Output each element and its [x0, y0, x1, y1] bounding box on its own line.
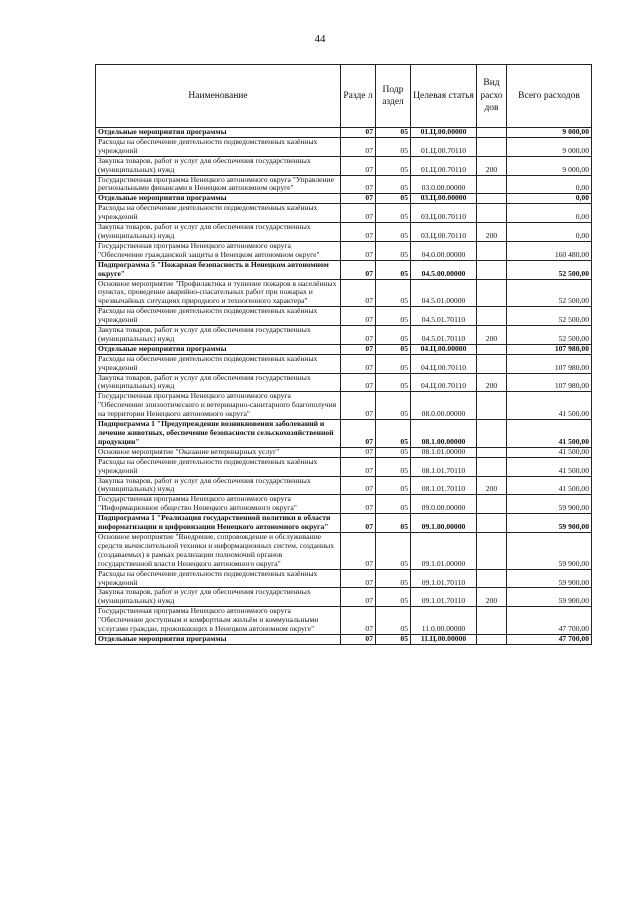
table-row	[96, 354, 592, 373]
row-celevaya-statya: 11.Ц.00.00000	[411, 634, 477, 644]
row-name: Основное мероприятие "Профилактика и тушение пожаров в населённых пунктах, проведение аварийно-спасательных работ при пожарах и чрезвычайных ситуациях природного и техногенного характера"	[96, 279, 341, 307]
row-celevaya-statya: 08.1.01.70110	[411, 476, 477, 495]
row-amount: 59 900,00	[507, 495, 592, 514]
row-name: Отдельные мероприятия программы	[96, 344, 341, 354]
table-row	[96, 307, 592, 326]
table-row	[96, 532, 592, 569]
row-vid-rashodov: 200	[477, 588, 507, 607]
row-celevaya-statya: 09.1.01.70110	[411, 588, 477, 607]
row-name: Расходы на обеспечение деятельности подведомственных казённых учреждений	[96, 307, 341, 326]
row-amount: 0,00	[507, 175, 592, 194]
row-podrazdel: 05	[376, 137, 411, 156]
row-name: Основное мероприятие "Внедрение, сопровождение и обслуживание средств вычислительной техники и информационных систем, созданных (создаваемых) в рамках реализации полномочий органов государственной власти Ненецкого автономного округа"	[96, 532, 341, 569]
row-amount: 47 700,00	[507, 607, 592, 635]
row-podrazdel: 05	[376, 194, 411, 204]
table-header-row	[96, 65, 592, 128]
row-vid-rashodov	[477, 241, 507, 260]
row-podrazdel: 05	[376, 223, 411, 242]
budget-table	[95, 64, 592, 645]
row-amount: 52 500,00	[507, 279, 592, 307]
row-celevaya-statya: 08.0.00.00000	[411, 392, 477, 420]
table-row	[96, 476, 592, 495]
row-razdel: 07	[341, 569, 376, 588]
row-razdel: 07	[341, 447, 376, 457]
table-row	[96, 223, 592, 242]
row-vid-rashodov	[477, 607, 507, 635]
row-amount: 52 500,00	[507, 326, 592, 345]
row-vid-rashodov	[477, 634, 507, 644]
table-row	[96, 194, 592, 204]
row-vid-rashodov	[477, 495, 507, 514]
row-name: Подпрограмма 1 "Предупреждение возникновения заболеваний и лечение животных, обеспечение безопасности сельскохозяйственной продукции"	[96, 420, 341, 448]
row-celevaya-statya: 01.Ц.00.70110	[411, 137, 477, 156]
row-vid-rashodov: 200	[477, 326, 507, 345]
row-celevaya-statya: 11.0.00.00000	[411, 607, 477, 635]
row-vid-rashodov: 200	[477, 223, 507, 242]
row-podrazdel: 05	[376, 447, 411, 457]
row-vid-rashodov	[477, 175, 507, 194]
page-number: 44	[314, 33, 326, 45]
row-amount: 0,00	[507, 194, 592, 204]
row-razdel: 07	[341, 588, 376, 607]
table-row	[96, 137, 592, 156]
row-name: Государственная программа Ненецкого автономного округа "Обеспечение гражданской защиты в Ненецком автономном округе"	[96, 241, 341, 260]
table-row	[96, 607, 592, 635]
row-celevaya-statya: 04.5.00.00000	[411, 260, 477, 279]
row-celevaya-statya: 03.Ц.00.70110	[411, 223, 477, 242]
row-podrazdel: 05	[376, 607, 411, 635]
row-podrazdel: 05	[376, 354, 411, 373]
row-podrazdel: 05	[376, 128, 411, 138]
row-amount: 41 500,00	[507, 420, 592, 448]
row-razdel: 07	[341, 279, 376, 307]
row-razdel: 07	[341, 260, 376, 279]
row-amount: 107 980,00	[507, 354, 592, 373]
row-amount: 41 500,00	[507, 457, 592, 476]
row-vid-rashodov	[477, 457, 507, 476]
row-podrazdel: 05	[376, 175, 411, 194]
row-name: Государственная программа Ненецкого автономного округа "Управление региональными финансами в Ненецком автономном округе"	[96, 175, 341, 194]
table-row	[96, 156, 592, 175]
row-celevaya-statya: 04.Ц.00.70110	[411, 354, 477, 373]
row-vid-rashodov	[477, 532, 507, 569]
table-body	[96, 128, 592, 645]
table-row	[96, 204, 592, 223]
row-name: Расходы на обеспечение деятельности подведомственных казённых учреждений	[96, 569, 341, 588]
row-podrazdel: 05	[376, 373, 411, 392]
row-razdel: 07	[341, 634, 376, 644]
row-vid-rashodov	[477, 392, 507, 420]
table-row	[96, 569, 592, 588]
row-razdel: 07	[341, 420, 376, 448]
row-podrazdel: 05	[376, 279, 411, 307]
header-vid-rashodov: Вид расхо дов	[477, 65, 507, 128]
row-amount: 59 900,00	[507, 532, 592, 569]
row-name: Закупка товаров, работ и услуг для обеспечения государственных (муниципальных) нужд	[96, 373, 341, 392]
row-podrazdel: 05	[376, 326, 411, 345]
row-name: Подпрограмма 1 "Реализация государственной политики в области информатизации и цифровизации Ненецкого автономного округа"	[96, 514, 341, 533]
row-podrazdel: 05	[376, 588, 411, 607]
row-amount: 160 480,00	[507, 241, 592, 260]
row-razdel: 07	[341, 495, 376, 514]
row-podrazdel: 05	[376, 204, 411, 223]
row-vid-rashodov	[477, 447, 507, 457]
row-amount: 9 000,00	[507, 156, 592, 175]
row-podrazdel: 05	[376, 307, 411, 326]
row-vid-rashodov	[477, 420, 507, 448]
row-amount: 9 000,00	[507, 128, 592, 138]
row-podrazdel: 05	[376, 156, 411, 175]
row-razdel: 07	[341, 128, 376, 138]
row-vid-rashodov	[477, 344, 507, 354]
row-celevaya-statya: 08.1.01.70110	[411, 457, 477, 476]
row-podrazdel: 05	[376, 532, 411, 569]
table-row	[96, 373, 592, 392]
row-celevaya-statya: 01.Ц.00.00000	[411, 128, 477, 138]
row-vid-rashodov	[477, 279, 507, 307]
table-row	[96, 241, 592, 260]
row-podrazdel: 05	[376, 344, 411, 354]
row-razdel: 07	[341, 532, 376, 569]
row-celevaya-statya: 01.Ц.00.70110	[411, 156, 477, 175]
row-amount: 41 500,00	[507, 447, 592, 457]
row-razdel: 07	[341, 457, 376, 476]
table-row	[96, 392, 592, 420]
table-row	[96, 420, 592, 448]
header-razdel: Разде л	[341, 65, 376, 128]
row-vid-rashodov	[477, 260, 507, 279]
row-name: Расходы на обеспечение деятельности подведомственных казённых учреждений	[96, 204, 341, 223]
row-amount: 47 700,00	[507, 634, 592, 644]
row-celevaya-statya: 04.5.01.70110	[411, 307, 477, 326]
row-vid-rashodov	[477, 354, 507, 373]
row-amount: 59 900,00	[507, 514, 592, 533]
row-amount: 52 500,00	[507, 260, 592, 279]
row-amount: 0,00	[507, 223, 592, 242]
row-razdel: 07	[341, 354, 376, 373]
row-amount: 41 500,00	[507, 476, 592, 495]
row-vid-rashodov	[477, 128, 507, 138]
row-name: Отдельные мероприятия программы	[96, 634, 341, 644]
table-row	[96, 634, 592, 644]
row-name: Расходы на обеспечение деятельности подведомственных казённых учреждений	[96, 457, 341, 476]
row-vid-rashodov: 200	[477, 476, 507, 495]
row-vid-rashodov	[477, 569, 507, 588]
row-razdel: 07	[341, 156, 376, 175]
row-amount: 9 000,00	[507, 137, 592, 156]
row-celevaya-statya: 03.0.00.00000	[411, 175, 477, 194]
header-podrazdel: Подр аздел	[376, 65, 411, 128]
row-podrazdel: 05	[376, 392, 411, 420]
row-razdel: 07	[341, 204, 376, 223]
row-vid-rashodov	[477, 514, 507, 533]
row-amount: 0,00	[507, 204, 592, 223]
row-vid-rashodov: 200	[477, 156, 507, 175]
row-podrazdel: 05	[376, 476, 411, 495]
row-podrazdel: 05	[376, 495, 411, 514]
header-celevaya-statya: Целевая статья	[411, 65, 477, 128]
row-celevaya-statya: 08.1.00.00000	[411, 420, 477, 448]
header-vsego-rashodov: Всего расходов	[507, 65, 592, 128]
row-podrazdel: 05	[376, 569, 411, 588]
row-vid-rashodov	[477, 137, 507, 156]
table-row	[96, 128, 592, 138]
row-razdel: 07	[341, 373, 376, 392]
table-row	[96, 175, 592, 194]
row-celevaya-statya: 09.1.01.70110	[411, 569, 477, 588]
row-razdel: 07	[341, 307, 376, 326]
row-razdel: 07	[341, 392, 376, 420]
row-name: Расходы на обеспечение деятельности подведомственных казённых учреждений	[96, 137, 341, 156]
row-podrazdel: 05	[376, 457, 411, 476]
row-razdel: 07	[341, 476, 376, 495]
row-name: Закупка товаров, работ и услуг для обеспечения государственных (муниципальных) нужд	[96, 156, 341, 175]
row-razdel: 07	[341, 175, 376, 194]
row-name: Закупка товаров, работ и услуг для обеспечения государственных (муниципальных) нужд	[96, 588, 341, 607]
table-row	[96, 344, 592, 354]
row-vid-rashodov: 200	[477, 373, 507, 392]
row-celevaya-statya: 04.5.01.00000	[411, 279, 477, 307]
table-row	[96, 260, 592, 279]
row-name: Основное мероприятие "Оказание ветеринарных услуг"	[96, 447, 341, 457]
row-vid-rashodov	[477, 307, 507, 326]
row-celevaya-statya: 04.Ц.00.00000	[411, 344, 477, 354]
row-amount: 59 900,00	[507, 588, 592, 607]
table-row	[96, 588, 592, 607]
header-name: Наименование	[96, 65, 341, 128]
row-amount: 52 500,00	[507, 307, 592, 326]
row-razdel: 07	[341, 194, 376, 204]
row-celevaya-statya: 09.1.01.00000	[411, 532, 477, 569]
row-celevaya-statya: 04.0.00.00000	[411, 241, 477, 260]
row-podrazdel: 05	[376, 420, 411, 448]
row-razdel: 07	[341, 326, 376, 345]
table-row	[96, 495, 592, 514]
row-podrazdel: 05	[376, 241, 411, 260]
row-name: Государственная программа Ненецкого автономного округа "Обеспечение эпизоотического и ветеринарно-санитарного благополучия на территории Ненецкого автономного округа"	[96, 392, 341, 420]
row-name: Закупка товаров, работ и услуг для обеспечения государственных (муниципальных) нужд	[96, 223, 341, 242]
row-razdel: 07	[341, 241, 376, 260]
row-name: Государственная программа Ненецкого автономного округа "Информационное общество Ненецкого автономного округа"	[96, 495, 341, 514]
row-name: Закупка товаров, работ и услуг для обеспечения государственных (муниципальных) нужд	[96, 476, 341, 495]
row-celevaya-statya: 08.1.01.00000	[411, 447, 477, 457]
row-name: Закупка товаров, работ и услуг для обеспечения государственных (муниципальных) нужд	[96, 326, 341, 345]
row-celevaya-statya: 09.1.00.00000	[411, 514, 477, 533]
row-amount: 107 980,00	[507, 344, 592, 354]
row-celevaya-statya: 04.Ц.00.70110	[411, 373, 477, 392]
row-name: Государственная программа Ненецкого автономного округа "Обеспечение доступным и комфортным жильём и коммунальными услугами граждан, проживающих в Ненецком автономном округе"	[96, 607, 341, 635]
row-amount: 41 500,00	[507, 392, 592, 420]
row-podrazdel: 05	[376, 260, 411, 279]
row-celevaya-statya: 09.0.00.00000	[411, 495, 477, 514]
row-razdel: 07	[341, 344, 376, 354]
row-amount: 107 980,00	[507, 373, 592, 392]
row-vid-rashodov	[477, 204, 507, 223]
row-name: Расходы на обеспечение деятельности подведомственных казённых учреждений	[96, 354, 341, 373]
row-podrazdel: 05	[376, 514, 411, 533]
row-celevaya-statya: 03.Ц.00.00000	[411, 194, 477, 204]
table-row	[96, 279, 592, 307]
row-razdel: 07	[341, 137, 376, 156]
row-name: Отдельные мероприятия программы	[96, 194, 341, 204]
row-celevaya-statya: 04.5.01.70110	[411, 326, 477, 345]
table-row	[96, 326, 592, 345]
table-row	[96, 447, 592, 457]
row-amount: 59 900,00	[507, 569, 592, 588]
row-celevaya-statya: 03.Ц.00.70110	[411, 204, 477, 223]
row-razdel: 07	[341, 223, 376, 242]
table-row	[96, 514, 592, 533]
row-name: Подпрограмма 5 "Пожарная безопасность в Ненецком автономном округе"	[96, 260, 341, 279]
row-razdel: 07	[341, 607, 376, 635]
row-name: Отдельные мероприятия программы	[96, 128, 341, 138]
row-razdel: 07	[341, 514, 376, 533]
row-podrazdel: 05	[376, 634, 411, 644]
table-row	[96, 457, 592, 476]
row-vid-rashodov	[477, 194, 507, 204]
